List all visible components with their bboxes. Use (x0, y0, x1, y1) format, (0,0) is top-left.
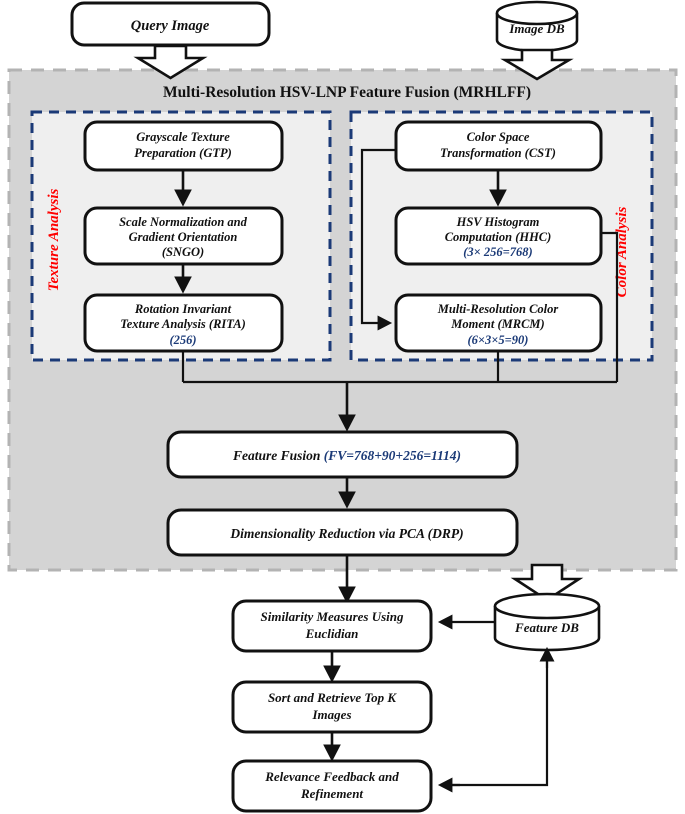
similarity-label-line1: Similarity Measures Using (260, 609, 404, 624)
gtp-label-line2: Preparation (GTP) (134, 146, 232, 160)
sngo-label-line3: (SNGO) (161, 245, 205, 259)
rita-label-line1: Rotation Invariant (134, 302, 232, 316)
rita-label-line2: Texture Analysis (RITA) (120, 317, 246, 331)
feature-db-label: Feature DB (515, 620, 579, 635)
pca-label: Dimensionality Reduction via PCA (DRP) (230, 526, 464, 541)
color-analysis-label: Color Analysis (614, 206, 630, 298)
gtp-label-line1: Grayscale Texture (136, 130, 230, 144)
sort-label-line2: Images (312, 707, 352, 722)
cst-label-line2: Transformation (CST) (440, 146, 556, 160)
sngo-label-line1: Scale Normalization and (119, 215, 247, 229)
hhc-label-count: (3× 256=768) (463, 245, 533, 259)
panel-title: Multi-Resolution HSV-LNP Feature Fusion (MRHLFF) (163, 84, 531, 101)
cst-label-line1: Color Space (466, 130, 530, 144)
feature-db-top (495, 594, 599, 618)
connector-feedback-to-featuredb-h (441, 650, 547, 785)
sort-label-line1: Sort and Retrieve Top K (267, 690, 397, 705)
feature-fusion-label (232, 448, 461, 463)
query-image-label: Query Image (130, 18, 210, 34)
feedback-label-line2: Refinement (300, 786, 364, 801)
mrcm-label-line1: Multi-Resolution Color (437, 302, 559, 316)
similarity-label-line2: Euclidian (305, 626, 359, 641)
rita-label-count: (256) (169, 333, 197, 347)
image-db-label: Image DB (509, 21, 565, 36)
hhc-label-line1: HSV Histogram (456, 215, 540, 229)
feature-fusion-title: Feature Fusion (232, 448, 324, 463)
feature-fusion-count: (FV=768+90+256=1114) (323, 448, 462, 463)
mrcm-label-line2: Moment (MRCM) (451, 317, 545, 331)
feedback-label-line1: Relevance Feedback and (265, 769, 399, 784)
sngo-label-line2: Gradient Orientation (128, 230, 238, 244)
texture-analysis-label: Texture Analysis (46, 188, 62, 292)
hhc-label-line2: Computation (HHC) (444, 230, 552, 244)
mrcm-label-count: (6×3×5=90) (467, 333, 529, 347)
